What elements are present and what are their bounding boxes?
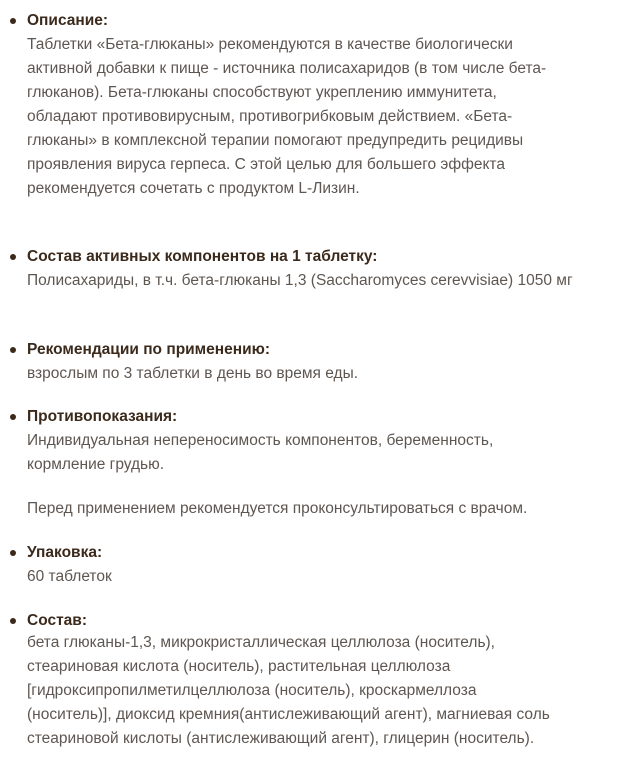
section-body <box>27 565 112 589</box>
text-line: [гидроксипропилметилцеллюлоза (носитель), кроскармеллоза <box>27 682 477 699</box>
section-heading: Описание: <box>27 12 109 29</box>
section-heading: Упаковка: <box>27 544 103 561</box>
text-line: проявления вируса герпеса. С этой целью для большего эффекта <box>27 156 505 173</box>
text-line: обладают противовирусным, противогрибковым действием. «Бета- <box>27 108 513 125</box>
section-body <box>27 631 550 751</box>
text-line: стеариновой кислоты (антислеживающий агент), глицерин (носитель). <box>27 730 535 747</box>
text-line: Полисахариды, в т.ч. бета-глюканы 1,3 (Saccharomyces cerevvisiae) 1050 мг <box>27 272 573 289</box>
text-line: 60 таблеток <box>27 568 112 585</box>
bullet-icon <box>10 18 16 24</box>
text-line: глюканов). Бета-глюканы способствуют укреплению иммунитета, <box>27 84 497 101</box>
text-line: бета глюканы-1,3, микрокристаллическая целлюлоза (носитель), <box>27 634 495 651</box>
text-line: активной добавки к пище - источника полисахаридов (в том числе бета- <box>27 60 547 77</box>
section-heading: Состав активных компонентов на 1 таблетку: <box>27 248 378 265</box>
consult-note: Перед применением рекомендуется проконсультироваться с врачом. <box>27 500 528 517</box>
text-line: Таблетки «Бета-глюканы» рекомендуются в качестве биологически <box>27 36 513 53</box>
section-body <box>27 362 358 386</box>
bullet-icon <box>10 254 16 260</box>
text-line: (носитель)], диоксид кремния(антислеживающий агент), магниевая соль <box>27 706 550 723</box>
text-line: Индивидуальная непереносимость компонентов, беременность, <box>27 432 494 449</box>
text-line: взрослым по 3 таблетки в день во время еды. <box>27 365 359 382</box>
text-line: рекомендуется сочетать с продуктом L-Лизин. <box>27 180 360 197</box>
section-heading: Состав: <box>27 612 87 629</box>
bullet-icon <box>10 618 16 624</box>
text-line: глюканы» в комплексной терапии помогают предупредить рецидивы <box>27 132 524 149</box>
text-line: стеариновая кислота (носитель), растительная целлюлоза <box>27 658 451 675</box>
section-body <box>27 429 493 477</box>
section-body <box>27 33 546 201</box>
bullet-icon <box>10 550 16 556</box>
section-heading: Противопоказания: <box>27 408 178 425</box>
text-line: кормление грудью. <box>27 456 165 473</box>
bullet-icon <box>10 347 16 353</box>
section-body <box>27 269 573 293</box>
section-heading: Рекомендации по применению: <box>27 341 271 358</box>
bullet-icon <box>10 414 16 420</box>
